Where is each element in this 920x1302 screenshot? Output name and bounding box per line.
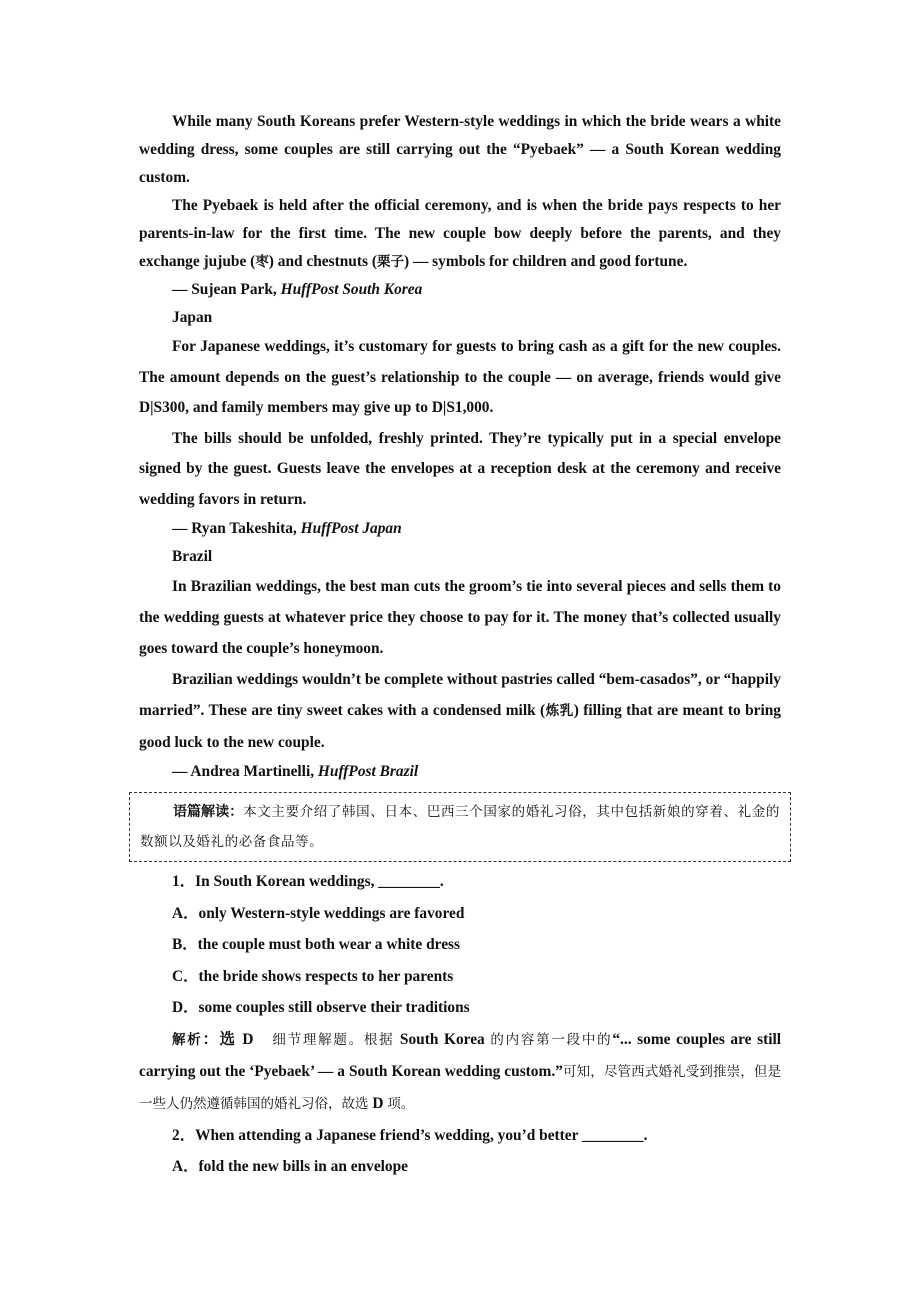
- document-page: [139, 108, 781, 1183]
- japan-heading: Japan: [172, 309, 213, 326]
- brazil-byline: — Andrea Martinelli, HuffPost Brazil: [172, 763, 419, 780]
- brazil-heading: Brazil: [172, 548, 213, 565]
- korea-paragraph-1: While many South Koreans prefer Western-style weddings in which the bride wears a white wedding dress, some couples are still carrying out the “Pyebaek” — a South Korean wedding custom.: [139, 113, 781, 186]
- japan-paragraph-2: The bills should be unfolded, freshly printed. They’re typically put in a special envelope signed by the guest. Guests leave the envelopes at a reception desk at the ceremony and receive wedding favors in return.: [139, 429, 781, 508]
- analysis-label: 解析: [172, 1031, 203, 1048]
- summary-text: 语篇解读：本文主要介绍了韩国、日本、巴西三个国家的婚礼习俗，其中包括新娘的穿着、礼金的数额以及婚礼的必备食品等。: [140, 804, 781, 850]
- question-1-option-c: C．the bride shows respects to her parents: [172, 967, 454, 985]
- japan-paragraph-1: For Japanese weddings, it’s customary for guests to bring cash as a gift for the new couples. The amount depends on the guest’s relationship to the couple — on average, friends would give D|S300, and family members may give up to D|S1,000.: [139, 338, 781, 416]
- question-2-option-a: A．fold the new bills in an envelope: [172, 1158, 409, 1175]
- question-1-option-b: B．the couple must both wear a white dress: [172, 936, 461, 953]
- summary-box: [129, 792, 791, 862]
- question-1-analysis: 解析：选 D 细节理解题。根据 South Korea 的内容第一段中的“... some couples are still carrying out the ‘Pyebaek’ — a South Korean wedding custom.”可知，尽管西式婚礼受到推崇，但是一些人仍然遵循韩国的婚礼习俗，故选 D 项。: [139, 1030, 782, 1112]
- korea-paragraph-2: The Pyebaek is held after the official ceremony, and is when the bride pays respects to her parents-in-law for the first time. The new couple bow deeply before the parents, and they exchange jujube (枣) and chestnuts (栗子) — symbols for children and good fortune.: [139, 197, 781, 270]
- question-1-option-d: D．some couples still observe their traditions: [172, 999, 470, 1016]
- question-2-stem: 2．When attending a Japanese friend’s wedding, you’d better ________.: [172, 1126, 648, 1144]
- japan-byline: — Ryan Takeshita, HuffPost Japan: [172, 520, 402, 537]
- brazil-paragraph-2: Brazilian weddings wouldn’t be complete without pastries called “bem-casados”, or “happily married”. These are tiny sweet cakes with a condensed milk (炼乳) filling that are meant to bring good luck to the new couple.: [139, 671, 781, 751]
- brazil-paragraph-1: In Brazilian weddings, the best man cuts the groom’s tie into several pieces and sells them to the wedding guests at whatever price they choose to pay for it. The money that’s collected usually goes toward the couple’s honeymoon.: [139, 578, 781, 657]
- summary-label: 语篇解读：: [173, 804, 244, 820]
- question-1-option-a: A．only Western-style weddings are favored: [172, 904, 465, 922]
- question-1-stem: 1．In South Korean weddings, ________.: [172, 873, 444, 890]
- korea-byline: — Sujean Park, HuffPost South Korea: [172, 281, 423, 298]
